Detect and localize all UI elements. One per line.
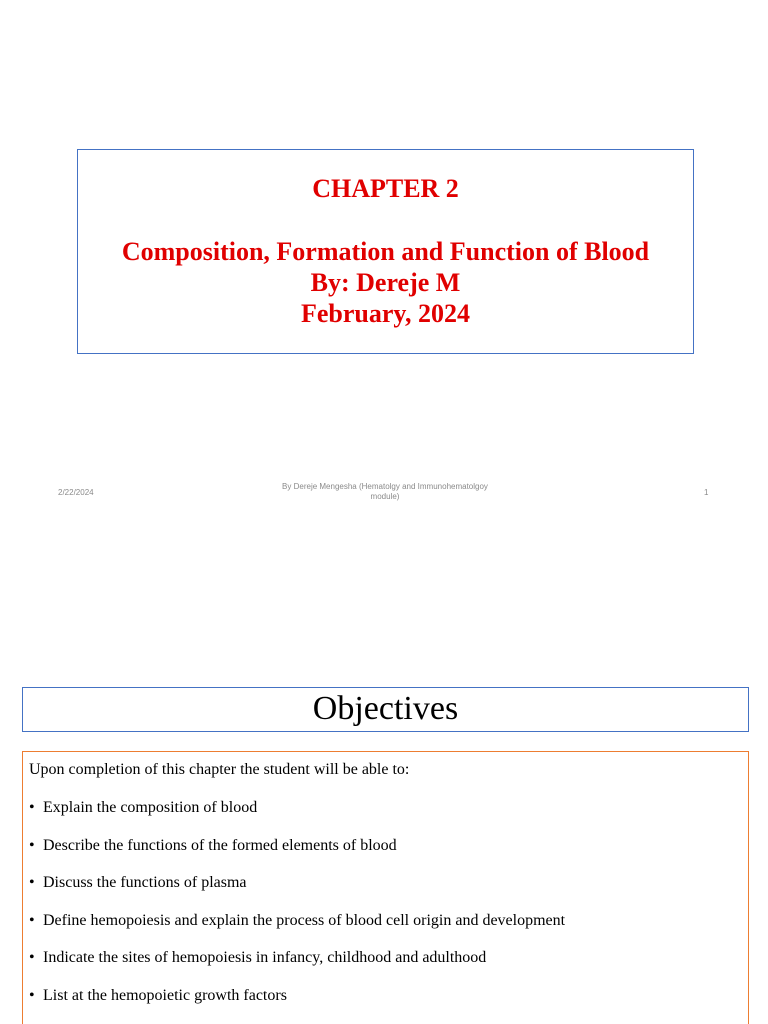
bullet-icon: • [29, 911, 35, 929]
list-item: • List at the hemopoietic growth factors [29, 986, 287, 1004]
objectives-title: Objectives [22, 687, 749, 732]
chapter-heading: CHAPTER 2 [312, 174, 459, 203]
footer-author [260, 482, 510, 502]
title-block [78, 236, 693, 329]
slide-title: Composition, Formation and Function of Blood [121, 237, 650, 266]
list-item: • Indicate the sites of hemopoiesis in infancy, childhood and adulthood [29, 949, 487, 966]
title-box [77, 149, 694, 354]
footer-author-line-2: module) [370, 492, 400, 501]
date-line: February, 2024 [301, 299, 470, 328]
bullet-icon: • [29, 874, 35, 891]
objectives-box [22, 751, 749, 1024]
slide-2 [0, 576, 768, 1024]
author-line: By: Dereje M [310, 268, 461, 297]
footer-page-number: 1 [704, 488, 709, 497]
bullet-icon: • [29, 949, 35, 966]
bullet-icon: • [29, 799, 35, 816]
bullet-icon: • [29, 836, 35, 854]
bullet-icon: • [29, 986, 35, 1004]
list-item: • Discuss the functions of plasma [29, 874, 247, 891]
footer-author-line-1: By Dereje Mengesha (Hematolgy and Immunohematolgoy [282, 482, 488, 491]
list-item: • Describe the functions of the formed elements of blood [29, 836, 397, 854]
objectives-intro: Upon completion of this chapter the student will be able to: [29, 761, 410, 778]
list-item: • Define hemopoiesis and explain the process of blood cell origin and development [29, 911, 566, 929]
footer-date: 2/22/2024 [58, 488, 94, 497]
objectives-list [29, 798, 565, 1023]
list-item: • Explain the composition of blood [29, 799, 258, 816]
